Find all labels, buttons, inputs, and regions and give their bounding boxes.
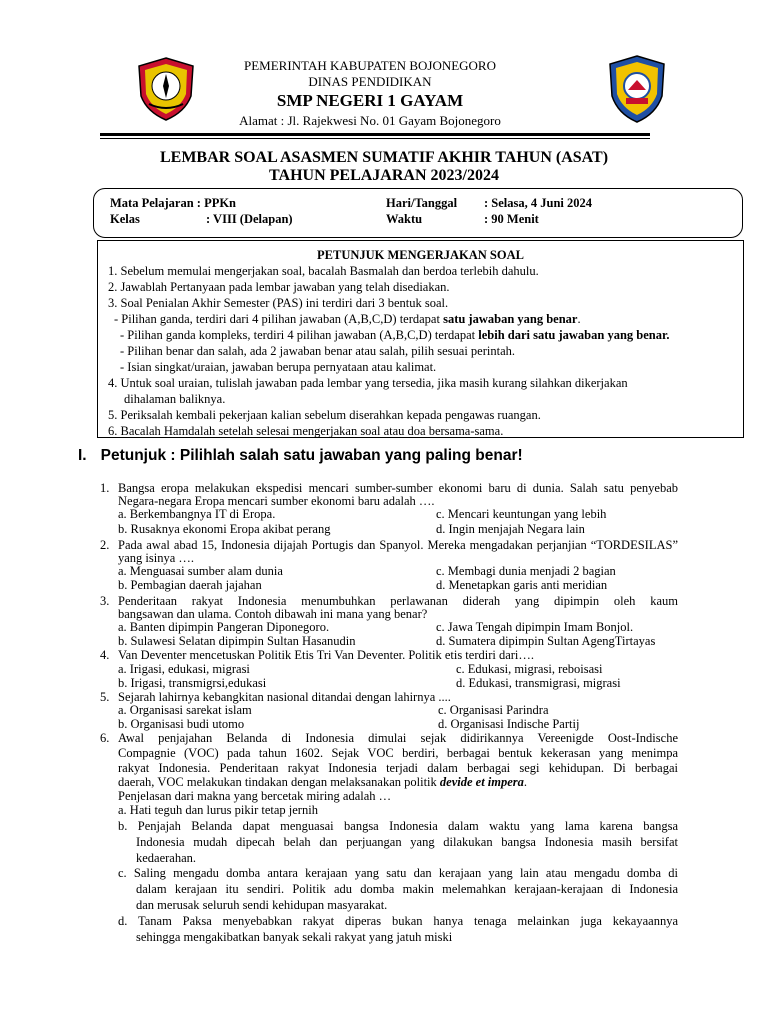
instruction-line: 5. Periksalah kembali pekerjaan kalian sebelum diserahkan kepada pengawas ruangan. <box>108 408 541 422</box>
section-heading <box>78 447 523 465</box>
question-number: 6. <box>100 731 110 745</box>
section-instruction: Petunjuk : Pilihlah salah satu jawaban yang paling benar! <box>100 447 523 464</box>
question-text: rakyat Indonesia. Penderitaan rakyat Indonesia terjadi dalam berbagai segi kehidupan. Di berbagai <box>118 761 678 775</box>
question-text-part: . <box>523 775 528 789</box>
option-d-continued: sehingga mengakibatkan banyak sekali rakyat yang jatuh miski <box>136 930 453 944</box>
option-b: b. Sulawesi Selatan dipimpin Sultan Hasanudin <box>118 634 356 648</box>
option-a: a. Irigasi, edukasi, migrasi <box>118 662 250 676</box>
header-school-name: SMP NEGERI 1 GAYAM <box>276 91 464 110</box>
option-d: d. Tanam Paksa menyebabkan rakyat diperas bukan hanya tenaga melainkan juga kekayaannya <box>118 914 678 928</box>
option-b: b. Rusaknya ekonomi Eropa akibat perang <box>118 522 331 536</box>
question-text: Penjelasan dari makna yang bercetak miring adalah … <box>118 789 392 803</box>
option-b-continued: kedaerahan. <box>136 851 197 865</box>
instruction-text: - Pilihan ganda kompleks, terdiri 4 pilihan jawaban (A,B,C,D) terdapat <box>120 328 479 342</box>
instruction-line: 1. Sebelum memulai mengerjakan soal, bacalah Basmalah dan berdoa terlebih dahulu. <box>108 264 539 278</box>
time-value: : 90 Menit <box>484 212 539 226</box>
option-c: c. Membagi dunia menjadi 2 bagian <box>436 564 616 578</box>
question-text: yang isinya …. <box>118 551 195 565</box>
time-label: Waktu <box>386 212 423 226</box>
option-b-continued: Indonesia mudah dipecah belah dan perjuangan yang dilakukan bangsa Indonesia masih bersifat <box>136 835 678 849</box>
question-text <box>118 775 527 789</box>
question-number: 5. <box>100 690 110 704</box>
question-text: Sejarah lahirnya kebangkitan nasional ditandai dengan lahirnya .... <box>118 690 451 704</box>
school-emblem <box>606 54 668 124</box>
option-b: b. Irigasi, transmigrsi,edukasi <box>118 676 267 690</box>
option-d: d. Sumatera dipimpin Sultan AgengTirtayas <box>436 634 656 648</box>
instructions-title: PETUNJUK MENGERJAKAN SOAL <box>317 248 524 262</box>
option-a: a. Banten dipimpin Pangeran Diponegoro. <box>118 620 330 634</box>
option-b: b. Organisasi budi utomo <box>118 717 245 731</box>
class-value: : VIII (Delapan) <box>206 212 293 226</box>
question-number: 4. <box>100 648 110 662</box>
option-d: d. Edukasi, transmigrasi, migrasi <box>456 676 621 690</box>
option-c: c. Saling mengadu domba antara kerajaan yang satu dan kerajaan yang lain atau mengadu domba di <box>118 866 678 880</box>
instruction-line: 6. Bacalah Hamdalah setelah selesai mengerjakan soal atau doa bersama-sama. <box>108 424 504 438</box>
question-number: 1. <box>100 481 110 495</box>
header-address: Alamat : Jl. Rajekwesi No. 01 Gayam Bojonegoro <box>239 113 501 128</box>
option-d: d. Ingin menjajah Negara lain <box>436 522 585 536</box>
instruction-line <box>120 328 670 342</box>
option-d: d. Menetapkan garis anti meridian <box>436 578 608 592</box>
instruction-line: 2. Jawablah Pertanyaan pada lembar jawaban yang telah disediakan. <box>108 280 450 294</box>
question-number: 3. <box>100 594 110 608</box>
subject-label: Mata Pelajaran : PPKn <box>110 196 237 210</box>
option-d: d. Organisasi Indische Partij <box>438 717 580 731</box>
instruction-line: - Pilihan benar dan salah, ada 2 jawaban benar atau salah, pilih sesuai perintah. <box>120 344 515 358</box>
header-rule-thick <box>100 133 650 136</box>
italic-term: devide et impera <box>439 775 524 789</box>
instruction-text: . <box>577 312 581 326</box>
option-a: a. Hati teguh dan lurus pikir tetap jernih <box>118 803 318 817</box>
date-label: Hari/Tanggal <box>386 196 458 210</box>
instruction-line: dihalaman baliknya. <box>124 392 226 406</box>
option-c: c. Jawa Tengah dipimpin Imam Bonjol. <box>436 620 634 634</box>
option-a: a. Menguasai sumber alam dunia <box>118 564 283 578</box>
option-c: c. Edukasi, migrasi, reboisasi <box>456 662 603 676</box>
question-text: Negara-negara Eropa mencari sumber ekonomi baru adalah …. <box>118 494 435 508</box>
class-label: Kelas <box>110 212 140 226</box>
instruction-line: - Isian singkat/uraian, jawaban berupa pernyataan atau kalimat. <box>120 360 437 374</box>
instruction-line: 3. Soal Penialan Akhir Semester (PAS) ini terdiri dari 3 bentuk soal. <box>108 296 449 310</box>
question-text: Van Deventer mencetuskan Politik Etis Tri Van Deventer. Politik etis terdiri dari…. <box>118 648 535 662</box>
question-text: Compagnie (VOC) pada tahun 1602. Sejak VOC berdiri, berbagai bentuk kekerasan yang menimpa <box>118 746 678 760</box>
option-c-continued: dan merusak seluruh sendi kehidupan masyarakat. <box>136 898 388 912</box>
question-text-part: daerah, VOC melakukan tindakan dengan melaksanakan politik <box>118 775 440 789</box>
question-text: bangsawan dan ulama. Contoh dibawah ini mana yang benar? <box>118 607 428 621</box>
question-number: 2. <box>100 538 110 552</box>
date-value: : Selasa, 4 Juni 2024 <box>484 196 593 210</box>
question-text: Bangsa eropa melakukan ekspedisi mencari sumber-sumber ekonomi baru di dunia. Salah satu penyebab <box>118 481 678 495</box>
bojonegoro-emblem <box>135 56 197 122</box>
instruction-emphasis: lebih dari satu jawaban yang benar. <box>478 328 670 342</box>
instruction-text: - Pilihan ganda, terdiri dari 4 pilihan jawaban (A,B,C,D) terdapat <box>114 312 444 326</box>
header-government: PEMERINTAH KABUPATEN BOJONEGORO <box>244 58 496 73</box>
header-department: DINAS PENDIDIKAN <box>308 74 432 89</box>
option-b: b. Penjajah Belanda dapat menguasai bangsa Indonesia dalam waktu yang lama karena bangsa <box>118 819 678 833</box>
option-a: a. Organisasi sarekat islam <box>118 703 252 717</box>
section-number: I. <box>78 447 87 464</box>
header-rule-thin <box>100 138 650 139</box>
option-c: c. Mencari keuntungan yang lebih <box>436 507 607 521</box>
instruction-emphasis: satu jawaban yang benar <box>443 312 578 326</box>
exam-year: TAHUN PELAJARAN 2023/2024 <box>269 167 499 184</box>
option-a: a. Berkembangnya IT di Eropa. <box>118 507 276 521</box>
instruction-line: 4. Untuk soal uraian, tulislah jawaban pada lembar yang tersedia, jika masih kurang silahkan dikerjakan <box>108 376 628 390</box>
option-c-continued: dalam kerajaan itu sendiri. Politik adu domba makin melemahkan kerajaan-kerajaan di Indonesia <box>136 882 678 896</box>
question-text: Awal penjajahan Belanda di Indonesia dimulai sejak didirikannya Vereenigde Oost-Indische <box>118 731 678 745</box>
question-text: Penderitaan rakyat Indonesia menumbuhkan perlawanan diderah yang dipimpin oleh kaum <box>118 594 678 608</box>
exam-title: LEMBAR SOAL ASASMEN SUMATIF AKHIR TAHUN (ASAT) <box>159 149 609 166</box>
instruction-line <box>114 312 581 326</box>
option-c: c. Organisasi Parindra <box>438 703 549 717</box>
question-text: Pada awal abad 15, Indonesia dijajah Portugis dan Spanyol. Mereka mengadakan perjanjian “TORDESILAS” <box>118 538 678 552</box>
option-b: b. Pembagian daerah jajahan <box>118 578 262 592</box>
